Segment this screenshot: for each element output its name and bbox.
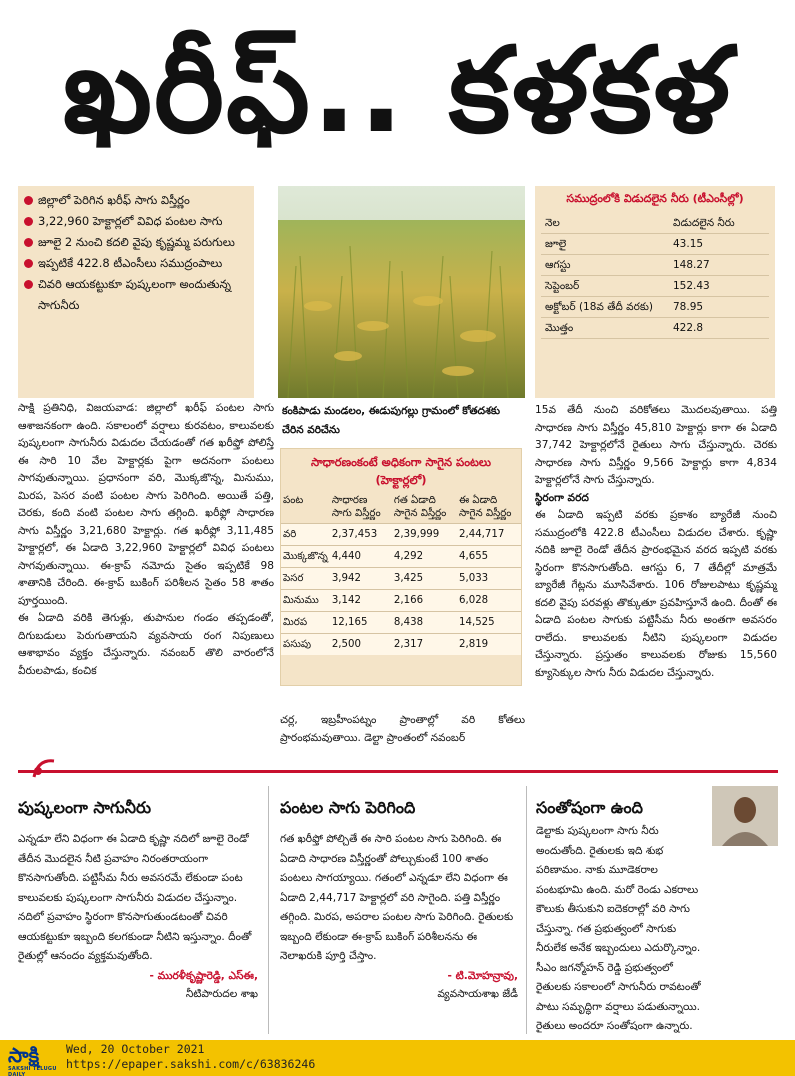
highlight-item: 3,22,960 హెక్టార్లలో వివిధ పంటల సాగు xyxy=(24,211,248,232)
table-row: మినుము 3,142 2,166 6,028 xyxy=(281,590,521,612)
edition-date: Wed, 20 October 2021 xyxy=(66,1042,205,1056)
table-header-row: నెల విడుదలైన నీరు xyxy=(541,213,769,234)
highlight-item: ఇప్పటికే 422.8 టీఎంసీలు సముద్రంపాలు xyxy=(24,253,248,274)
bullet-icon xyxy=(24,259,33,268)
highlight-item: చివరి ఆయకట్టుకూ పుష్కలంగా అందుతున్న సాగునీరు xyxy=(24,274,248,316)
bullet-icon xyxy=(24,238,33,247)
highlights-box xyxy=(18,186,254,398)
quote-byline: - టి.మోహన్రావు, xyxy=(447,969,518,982)
table-row: జూలై 43.15 xyxy=(541,234,769,255)
sea-table-title: సముద్రంలోకి విడుదలైన నీరు (టీఎంసీల్లో) xyxy=(566,192,744,205)
footer-bar xyxy=(0,1040,795,1076)
subheading: స్థిరంగా వరద xyxy=(535,491,589,504)
quote-column-2 xyxy=(280,782,518,1003)
quote-byline-role: వ్యవసాయశాఖ జేడీ xyxy=(437,987,518,1000)
headline: ఖరీఫ్.. కళకళ xyxy=(62,21,733,159)
section-divider xyxy=(18,770,778,773)
column-separator xyxy=(526,786,527,1034)
table-row: సెప్టెంబర్ 152.43 xyxy=(541,276,769,297)
quote-byline-role: నీటిపారుదల శాఖ xyxy=(185,987,258,1000)
farmer-portrait xyxy=(712,786,778,846)
quote-text: గత ఖరీఫ్తో పోల్చితే ఈ సారి పంటల సాగు పెరిగింది. ఈ ఏడాది సాధారణ విస్తీర్ణంతో పోల్చుకుంటే 100 శాతం పంటలు సాగయ్యాయి. గతంలో ఎన్నడూ లేని విధంగా ఈ ఏడాది 2,44,717 హెక్టార్లలో వరి సాగైంది. పత్తి విస్తీర్ణం తగ్గింది. మిరప, అపరాల పంటల సాగు పెరిగింది. రైతులకు ఇబ్బంది లేకుండా ఈ-క్రాప్ బుకింగ్ పరిశీలనను ఈ నెలాఖరుకి పూర్తి చేస్తాం. xyxy=(280,833,514,962)
quote-text: డెల్టాకు పుష్కలంగా సాగు నీరు అందుతోంది. రైతులకు ఇది శుభ పరిణామం. నాకు మూడెకరాల పంటభూమి ఉంది. మరో రెండు ఎకరాలు కౌలుకు తీసుకుని ఐదెకరాల్లో వరి సాగు చేస్తున్నా. గత ప్రభుత్వంలో సాగుకు నీరులేక అనేక ఇబ్బందులు ఎదుర్కొన్నాం. సీఎం జగన్మోహన్ రెడ్డి ప్రభుత్వంలో రైతులకు సకాలంలో సాగునీరు రావటంతో పాటు సమృద్ధిగా వర్షాలు పడుతున్నాయి. రైతులు అందరూ సంతోషంగా ఉన్నారు. xyxy=(536,825,701,1032)
table-row: మిరప 12,165 8,438 14,525 xyxy=(281,612,521,634)
footer-meta xyxy=(66,1042,315,1072)
article-body-right: 15వ తేదీ నుంచి వరికోతలు మొదలవుతాయి. పత్తి సాధారణ సాగు విస్తీర్ణం 45,810 హెక్టార్లు కాగా ఈ ఏడాది 37,742 హెక్టార్లలోనే రైతులు సాగు చేస్తున్నారు. చెరకు సాధారణ సాగు విస్తీర్ణం 9,566 హెక్టార్లు కాగా 4,834 హెక్టార్లలోనే సాగు చేస్తున్నారు. స్థిరంగా వరద ఈ ఏడాది ఇప్పటి వరకు ప్రకాశం బ్యారేజీ నుంచి సముద్రంలోకి 422.8 టీఎంసీలు విడుదల చేశారు. కృష్ణా నదికి జూలై రెండో తేదీన ప్రారంభమైన వరద ఇప్పటి వరకు స్థిరంగా కొనసాగుతోంది. ఆగస్టు 6, 7 తేదీల్లో మాత్రమే బ్యారేజీ గేట్లను మూసివేశారు. 106 రోజులపాటు కృష్ణమ్మ కదలి వైపు పరవళ్లు తొక్కుతూ ప్రవహిస్తూనే ఉంది. దీంతో ఈ ఏడాది పంటల సాగుకు పట్టిసీమ నీరు అంతగా అవసరం రాలేదు. కాలువలకు నీటిని పుష్కలంగా విడుదల చేస్తున్నారు. ప్రస్తుతం కాలువలకు రోజుకు 15,560 క్యూసెక్కుల సాగు నీరు విడుదల చేస్తున్నారు. xyxy=(535,404,777,679)
table-row: పెసర 3,942 3,425 5,033 xyxy=(281,568,521,590)
table-row: ఆగస్టు 148.27 xyxy=(541,255,769,276)
quote-text: ఎన్నడూ లేని విధంగా ఈ ఏడాది కృష్ణా నదిలో జూలై రెండో తేదీన మొదలైన నీటి ప్రవాహం నిరంతరాయంగా కొనసాగుతోంది. పట్టిసీమ నీరు అవసరమే లేకుండా పంట కాలువలకు పుష్కలంగా సాగునీరు విడుదల చేస్తున్నాం. నదిలో ప్రవాహం స్థిరంగా కొనసాగుతుండటంతో చివరి ఆయకట్టుకూ ఇబ్బంది కలగకుండా నీటిని ఇస్తున్నాం. దీంతో రైతుల్లో ఆనందం వ్యక్తమవుతోంది. xyxy=(18,833,252,962)
quote-byline: - మురళీకృష్ణారెడ్డి, ఎస్ఈ, xyxy=(149,969,258,982)
bullet-icon xyxy=(24,217,33,226)
table-header-row: పంట సాధారణ సాగు విస్తీర్ణం గత ఏడాది సాగైన విస్తీర్ణం ఈ ఏడాది సాగైన విస్తీర్ణం xyxy=(283,495,512,519)
epaper-link[interactable]: https://epaper.sakshi.com/c/63836246 xyxy=(66,1057,316,1071)
table-row: పసుపు 2,500 2,317 2,819 xyxy=(281,634,521,656)
quote-title: పంటల సాగు పెరిగింది xyxy=(280,798,416,817)
crop-area-table xyxy=(280,448,522,686)
highlight-item: జిల్లాలో పెరిగిన ఖరీఫ్ సాగు విస్తీర్ణం xyxy=(24,190,248,211)
bullet-icon xyxy=(24,196,33,205)
table-row: వరి 2,37,453 2,39,999 2,44,717 xyxy=(281,524,521,546)
table-row: అక్టోబర్ (18వ తేదీ వరకు) 78.95 xyxy=(541,297,769,318)
article-body-left: సాక్షి ప్రతినిధి, విజయవాడ: జిల్లాలో ఖరీఫ్ పంటల సాగు ఆశాజనకంగా ఉంది. సకాలంలో వర్షాలు కురవటం, కాలువలకు పుష్కలంగా సాగునీరు విడుదల చేయడంతో గత ఖరీఫ్తో పోలిస్తే ఈ సారి 10 వేల హెక్టార్లకు పైగా అదనంగా పంటలు సాగవుతున్నాయి. ప్రధానంగా వరి, మొక్కజొన్న, మినుము, మిరప, పెసర వంటి పంటల సాగు పెరిగింది. అయితే పత్తి, చెరకు, కంది వంటి పంటల సాగు తగ్గింది. ఖరీఫ్లో సాధారణ సాగు విస్తీర్ణం 3,21,680 హెక్టార్లు. గత ఖరీఫ్లో 3,11,485 హెక్టార్లలో, ఈ ఏడాది 3,22,960 హెక్టార్లలో వివిధ పంటలు సాగవుతున్నాయి. ఈ-క్రాప్ నమోదు సైతం ఇప్పటికే 98 శాతానికి చేరింది. ఈ-క్రాప్ బుకింగ్ పరిశీలన సైతం 58 శాతం పూర్తయింది. ఈ ఏడాది వరికి తెగుళ్లు, తుపానుల గండం తప్పడంతో, దిగుబడులు పెరుగుతాయని వ్యవసాయ రంగ నిపుణులు ఆశాభావం వ్యక్తం చేస్తున్నారు. నవంబర్ తొలి వారంలోనే వీరులపాడు, కంచిక xyxy=(18,402,274,677)
quote-column-1 xyxy=(18,782,258,1003)
crop-table-title: సాధారణంకంటే అధికంగా సాగైన పంటలు (హెక్టార్లలో) xyxy=(310,455,492,487)
paddy-field-photo xyxy=(278,186,525,398)
photo-caption: కంకిపాడు మండలం, ఈడుపుగల్లు గ్రామంలో కోతదశకు చేరిన వరిచేను xyxy=(282,405,500,436)
table-row: మొక్కజొన్న 4,440 4,292 4,655 xyxy=(281,546,521,568)
column-separator xyxy=(268,786,269,1034)
quote-title: సంతోషంగా ఉంది xyxy=(536,798,643,817)
quote-title: పుష్కలంగా సాగునీరు xyxy=(18,798,152,817)
sea-release-table xyxy=(535,186,775,398)
bullet-icon xyxy=(24,280,33,289)
quote-column-3-body xyxy=(536,822,778,1055)
article-body-middle: చర్ల, ఇబ్రహీంపట్నం ప్రాంతాల్లో వరి కోతలు ప్రారంభమవుతాయి. డెల్టా ప్రాంతంలో నవంబర్ xyxy=(280,714,525,744)
table-row: మొత్తం 422.8 xyxy=(541,318,769,339)
sakshi-logo: సాక్షి SAKSHI TELUGU DAILY xyxy=(8,1043,57,1076)
highlight-item: జూలై 2 నుంచి కదలి వైపు కృష్ణమ్మ పరుగులు xyxy=(24,232,248,253)
